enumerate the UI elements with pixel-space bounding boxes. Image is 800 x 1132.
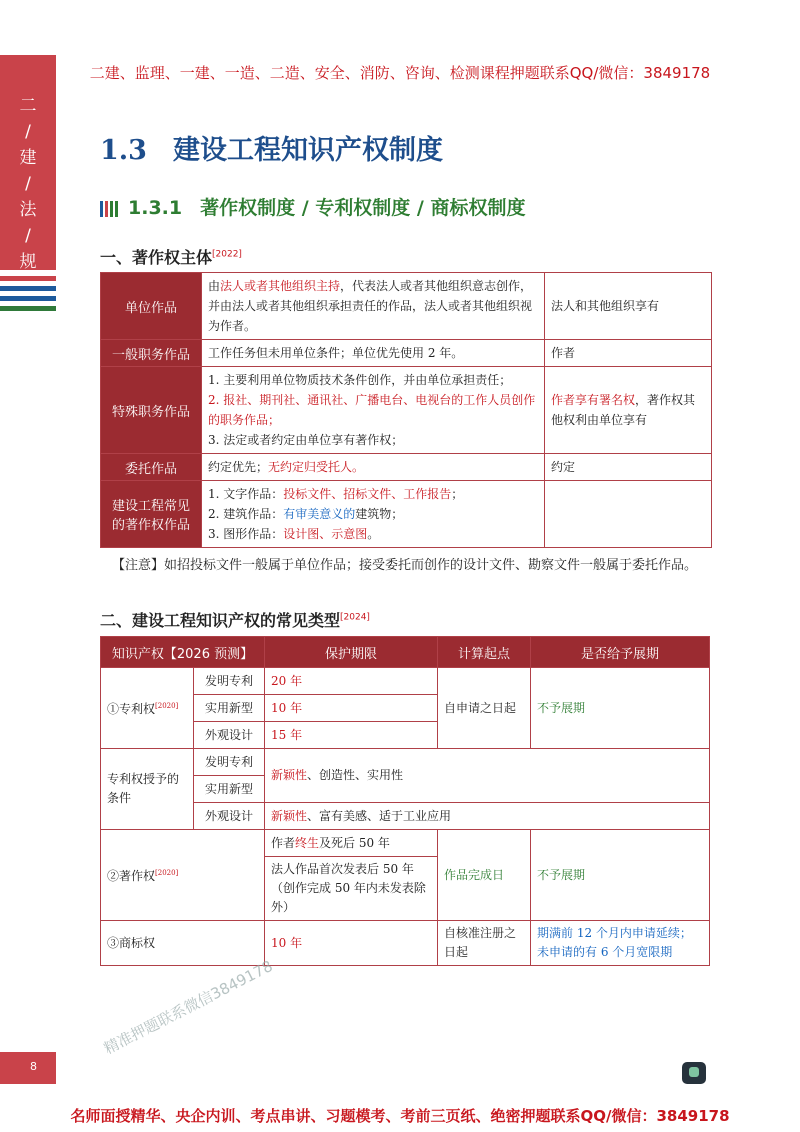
text-span: 约定优先； bbox=[208, 460, 269, 474]
app-badge-icon bbox=[682, 1062, 706, 1084]
bottom-banner: 名师面授精华、央企内训、考点串讲、习题模考、考前三页纸、绝密押题联系QQ/微信：3849178 bbox=[70, 1107, 730, 1125]
highlight-span: 投标文件、招标文件、工作报告 bbox=[283, 487, 452, 501]
text-span: 由 bbox=[208, 279, 221, 293]
trademark-label: ③商标权 bbox=[101, 921, 265, 966]
copyright-start: 作品完成日 bbox=[438, 830, 531, 921]
row-desc bbox=[202, 454, 545, 481]
text-line: 1. 主要利用单位物质技术条件创作，并由单位承担责任； bbox=[208, 373, 512, 387]
section-title bbox=[100, 128, 443, 167]
copyright-extend: 不予展期 bbox=[531, 830, 710, 921]
subsection-title-text: 著作权制度 / 专利权制度 / 商标权制度 bbox=[200, 197, 526, 219]
page-number: 8 bbox=[30, 1060, 37, 1073]
label-text: ②著作权 bbox=[107, 869, 156, 883]
conditions-design bbox=[265, 803, 710, 830]
text-span: 法人 bbox=[271, 862, 296, 876]
row-owner bbox=[545, 481, 712, 548]
table-row bbox=[101, 340, 712, 367]
highlight-span: 法人或者其他组织主持 bbox=[220, 279, 341, 293]
text-span: 。 bbox=[367, 527, 380, 541]
label-text: ①专利权 bbox=[107, 702, 156, 716]
highlight-span: 有审美意义的 bbox=[283, 507, 356, 521]
table-row bbox=[101, 921, 710, 966]
row-desc: 工作任务但未用单位条件；单位优先使用 2 年。 bbox=[202, 340, 545, 367]
table-row bbox=[101, 749, 710, 776]
row-owner: 作者 bbox=[545, 340, 712, 367]
text-span: 建筑物； bbox=[355, 507, 404, 521]
table-row bbox=[101, 668, 710, 695]
copyright-label bbox=[101, 830, 265, 921]
header-ip: 知识产权【2026 预测】 bbox=[101, 637, 265, 668]
header-start: 计算起点 bbox=[438, 637, 531, 668]
text-span: 作者 bbox=[271, 835, 296, 850]
text-line: 期满前 12 个月内申请延续； bbox=[537, 926, 692, 940]
conditions-sub: 发明专利 bbox=[194, 749, 265, 776]
side-stripes bbox=[0, 276, 56, 316]
subsection-title bbox=[100, 193, 525, 220]
text-span: ，代表法人或者其他组织意志创作，并由法人或者其他组织承担责任的作品，法人或者其他组织视为作者。 bbox=[208, 279, 533, 333]
trademark-start: 自核准注册之日起 bbox=[438, 921, 531, 966]
page-number-box bbox=[0, 1052, 56, 1084]
patent-extend: 不予展期 bbox=[531, 668, 710, 749]
patent-sub: 外观设计 bbox=[194, 722, 265, 749]
text-span: ，著作权其他权利由单位享有 bbox=[551, 393, 696, 427]
text-span: 、富有美感、适于工业应用 bbox=[307, 808, 452, 823]
header-extend: 是否给予展期 bbox=[531, 637, 710, 668]
patent-term: 15 年 bbox=[265, 722, 438, 749]
conditions-label: 专利权授予的条件 bbox=[101, 749, 194, 830]
row-head: 特殊职务作品 bbox=[101, 367, 202, 454]
conditions-invent bbox=[265, 749, 710, 803]
note-paragraph: 【注意】如招投标文件一般属于单位作品；接受委托而创作的设计文件、勘察文件一般属于委托作品。 bbox=[112, 558, 698, 573]
top-banner: 二建、监理、一建、一造、二造、安全、消防、咨询、检测课程押题联系QQ/微信：3849178 bbox=[89, 64, 711, 82]
section-title-text: 建设工程知识产权制度 bbox=[172, 135, 443, 166]
text-line bbox=[208, 504, 538, 524]
table-header-row bbox=[101, 637, 710, 668]
highlight-span: 新颖性 bbox=[271, 808, 308, 823]
row-desc bbox=[202, 367, 545, 454]
text-span: 、创造性、实用性 bbox=[307, 768, 404, 782]
header-term: 保护期限 bbox=[265, 637, 438, 668]
part2-title: 二、建设工程知识产权的常见类型 bbox=[100, 611, 341, 630]
conditions-sub: 外观设计 bbox=[194, 803, 265, 830]
trademark-term: 10 年 bbox=[265, 921, 438, 966]
table-row bbox=[101, 454, 712, 481]
row-head: 建设工程常见的著作权作品 bbox=[101, 481, 202, 548]
copyright-term-entity bbox=[265, 857, 438, 921]
highlight-span: 无约定归受托人。 bbox=[268, 460, 365, 474]
year-tag: [2020] bbox=[155, 869, 179, 877]
row-head: 单位作品 bbox=[101, 273, 202, 340]
subsection-number: 1.3.1 bbox=[128, 197, 183, 219]
table-row bbox=[101, 481, 712, 548]
row-owner bbox=[545, 367, 712, 454]
text-line: 未申请的有 6 个月宽限期 bbox=[537, 945, 673, 959]
highlight-line: 2. 报社、期刊社、通讯社、广播电台、电视台的工作人员创作的职务作品； bbox=[208, 393, 536, 427]
part2-year: [2024] bbox=[340, 612, 370, 623]
copyright-subject-table bbox=[100, 272, 712, 548]
patent-start: 自申请之日起 bbox=[438, 668, 531, 749]
part2-heading bbox=[100, 608, 370, 631]
highlight-span: 设计图、示意图 bbox=[283, 527, 368, 541]
text-line bbox=[208, 524, 538, 544]
table-row bbox=[101, 830, 710, 857]
text-span: 3. 图形作品： bbox=[208, 527, 284, 541]
row-head: 一般职务作品 bbox=[101, 340, 202, 367]
watermark: 精准押题联系微信3849178 bbox=[100, 956, 276, 1058]
row-head: 委托作品 bbox=[101, 454, 202, 481]
row-desc bbox=[202, 481, 545, 548]
section-number: 1.3 bbox=[100, 135, 147, 166]
text-span: 2. 建筑作品： bbox=[208, 507, 284, 521]
part1-title: 一、著作权主体 bbox=[100, 248, 213, 267]
text-span: 1. 文字作品： bbox=[208, 487, 284, 501]
highlight-span: 新颖性 bbox=[271, 768, 308, 782]
copyright-term-author bbox=[265, 830, 438, 857]
ip-types-table bbox=[100, 636, 710, 966]
row-desc bbox=[202, 273, 545, 340]
chapter-side-label: 二 / 建 / 法 / 规 bbox=[19, 96, 37, 272]
table-row bbox=[101, 273, 712, 340]
bars-icon bbox=[100, 198, 120, 220]
text-span: 作品首次发表后 50 年（创作完成 50 年内未发表除外） bbox=[271, 862, 426, 914]
highlight-span: 终生 bbox=[295, 835, 320, 850]
patent-term: 20 年 bbox=[265, 668, 438, 695]
trademark-extend bbox=[531, 921, 710, 966]
part1-heading bbox=[100, 245, 242, 268]
row-owner: 约定 bbox=[545, 454, 712, 481]
patent-term: 10 年 bbox=[265, 695, 438, 722]
row-owner: 法人和其他组织享有 bbox=[545, 273, 712, 340]
text-line: 3. 法定或者约定由单位享有著作权； bbox=[208, 433, 404, 447]
chapter-side-tab bbox=[0, 55, 56, 270]
highlight-span: 作者享有署名权 bbox=[551, 393, 636, 407]
patent-sub: 发明专利 bbox=[194, 668, 265, 695]
patent-sub: 实用新型 bbox=[194, 695, 265, 722]
table-row bbox=[101, 367, 712, 454]
part1-year: [2022] bbox=[212, 249, 242, 260]
text-line bbox=[208, 484, 538, 504]
year-tag: [2020] bbox=[155, 702, 179, 710]
patent-label bbox=[101, 668, 194, 749]
conditions-sub: 实用新型 bbox=[194, 776, 265, 803]
text-span: ； bbox=[451, 487, 464, 501]
text-span: 及死后 50 年 bbox=[319, 835, 390, 850]
